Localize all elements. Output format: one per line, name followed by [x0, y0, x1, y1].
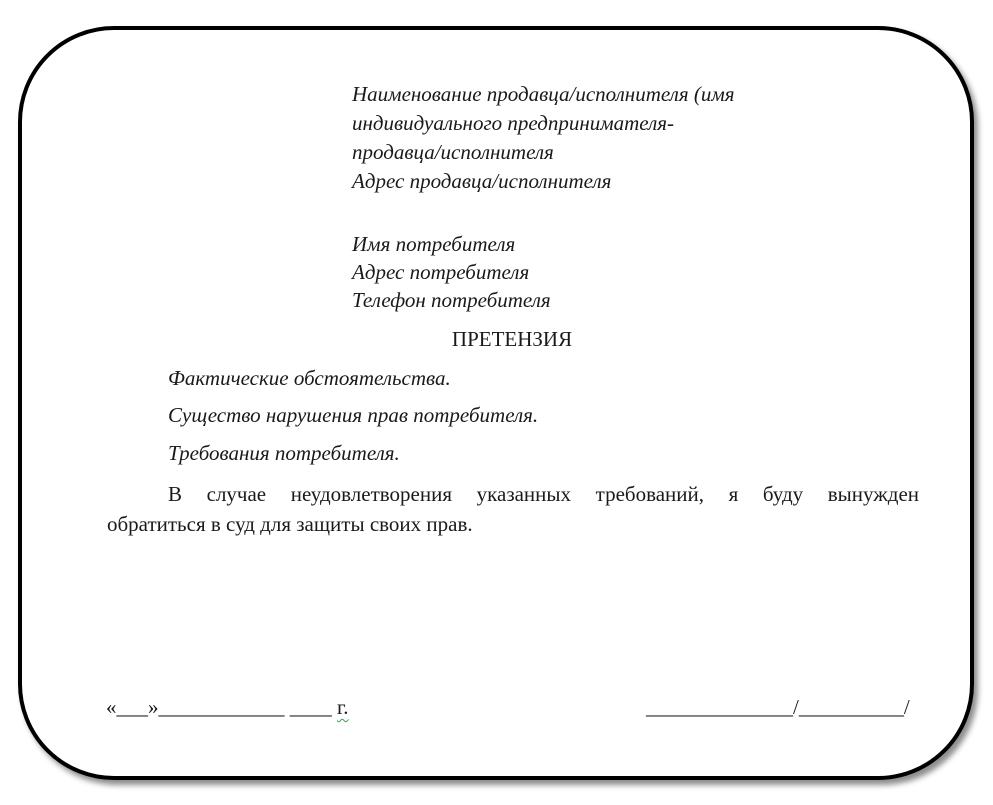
year-suffix: г.: [337, 695, 349, 719]
violation-paragraph: Существо нарушения прав потребителя.: [168, 403, 539, 427]
signature-field: ______________/__________/: [646, 695, 910, 719]
consumer-info-block: [352, 230, 872, 314]
document-title: ПРЕТЕНЗИЯ: [451, 327, 573, 351]
facts-paragraph: Фактические обстоятельства.: [168, 366, 451, 390]
demands-paragraph: Требования потребителя.: [168, 441, 400, 465]
seller-name-line-1: Наименование продавца/исполнителя (имя: [352, 82, 735, 106]
seller-name-line-3: продавца/исполнителя: [352, 140, 554, 164]
date-field: [106, 694, 349, 720]
date-blank: «___»____________ ____: [106, 695, 332, 719]
consumer-name-line: Имя потребителя: [352, 232, 516, 256]
court-warning-line-2: обратиться в суд для защиты своих прав.: [107, 512, 473, 536]
consumer-address-line: Адрес потребителя: [352, 260, 530, 284]
seller-name-line-2: индивидуального предпринимателя-: [352, 111, 675, 135]
seller-address-line: Адрес продавца/исполнителя: [352, 169, 612, 193]
court-warning-line-1: В случае неудовлетворения указанных требований, я буду вынужден: [168, 482, 919, 506]
seller-info-block: [352, 80, 872, 196]
court-warning-paragraph: [107, 479, 919, 539]
consumer-phone-line: Телефон потребителя: [352, 288, 551, 312]
